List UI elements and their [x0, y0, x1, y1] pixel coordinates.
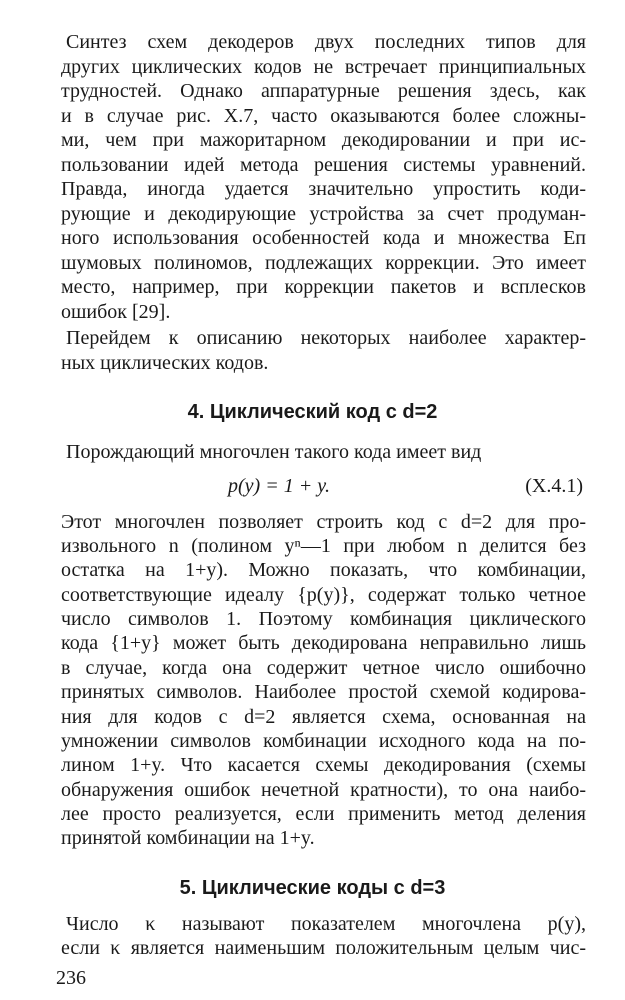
text-line: Число κ называют показателем многочлена p(y), — [66, 913, 586, 935]
text-line: кода {1+y} может быть декодирована неправильно лишь — [61, 632, 586, 654]
text-line: трудностей. Однако аппаратурные решения здесь, как — [61, 80, 586, 102]
text-line: лее просто реализуется, если применить метод деления — [61, 803, 586, 825]
text-line: если κ является наименьшим положительным целым чис- — [61, 937, 586, 959]
text-line: Синтез схем декодеров двух последних типов для — [66, 31, 586, 53]
text-line: ного использования особенностей кода и множества Eп — [61, 227, 586, 249]
section-heading: 4. Циклический код с d=2 — [187, 401, 438, 423]
formula: p(y) = 1 + y. — [228, 475, 330, 497]
text-line: остатка на 1+y). Можно показать, что комбинации, — [61, 559, 586, 581]
text-line: ми, чем при мажоритарном декодировании и при ис- — [61, 129, 586, 151]
text-line: принятой комбинации на 1+y. — [61, 827, 315, 849]
text-line: извольного n (полином yⁿ—1 при любом n делится без — [61, 535, 586, 557]
text-line: место, например, при коррекции пакетов и всплесков — [61, 276, 586, 298]
text-line: Порождающий многочлен такого кода имеет вид — [66, 441, 482, 463]
text-line: обнаружения ошибок нечетной кратности), то она наибо- — [61, 779, 586, 801]
text-line: Этот многочлен позволяет строить код с d=2 для про- — [61, 511, 586, 533]
text-line: ных циклических кодов. — [61, 352, 269, 374]
text-line: Перейдем к описанию некоторых наиболее характер- — [66, 327, 586, 349]
text-line: пользовании идей метода решения системы уравнений. — [61, 154, 586, 176]
text-line: число символов 1. Поэтому комбинация циклического — [61, 608, 586, 630]
text-line: принятых символов. Наиболее простой схемой кодирова- — [61, 681, 586, 703]
text-line: рующие и декодирующие устройства за счет продуман- — [61, 203, 586, 225]
text-line: ошибок [29]. — [61, 301, 171, 323]
text-line: в случае, когда она содержит четное число ошибочно — [61, 657, 586, 679]
page-number: 236 — [56, 967, 86, 989]
text-line: Правда, иногда удается значительно упростить коди- — [61, 178, 586, 200]
text-line: шумовых полиномов, подлежащих коррекции. Это имеет — [61, 252, 586, 274]
text-line: соответствующие идеалу {p(y)}, содержат только четное — [61, 584, 586, 606]
text-line: лином 1+y. Что касается схемы декодирования (схемы — [61, 754, 586, 776]
text-line: ния для кодов с d=2 является схема, основанная на — [61, 706, 586, 728]
text-line: других циклических кодов не встречает принципиальных — [61, 56, 586, 78]
section-heading: 5. Циклические коды с d=3 — [179, 877, 446, 899]
text-line: и в случае рис. X.7, часто оказываются более сложны- — [61, 105, 586, 127]
text-line: умножении символов комбинации исходного кода на по- — [61, 730, 586, 752]
formula-number: (X.4.1) — [525, 475, 583, 497]
